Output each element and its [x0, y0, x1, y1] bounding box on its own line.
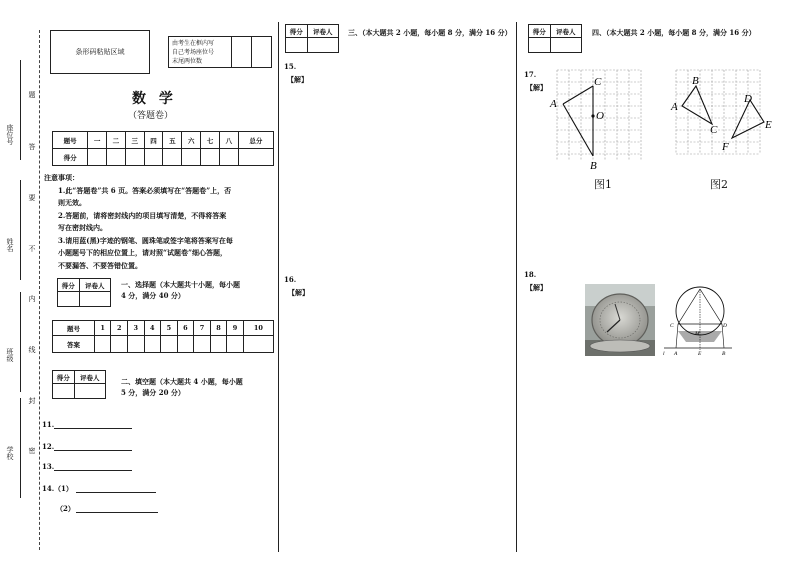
seat-id-box — [168, 36, 272, 68]
name-label: 姓名 — [6, 238, 14, 252]
section2-heading: 二、填空题（本大题共 4 小题，每小题 5 分，满分 20 分） — [121, 377, 243, 397]
q16-solution-label: 【解】 — [288, 288, 309, 297]
q15-number: 15. — [284, 62, 297, 71]
seal-line — [39, 30, 40, 550]
column-divider — [516, 22, 517, 552]
seal-char: 题 — [28, 91, 36, 98]
barcode-area — [50, 30, 150, 74]
fig1-label-o: O — [596, 110, 604, 122]
q11-answer-line[interactable] — [54, 420, 132, 429]
q14-part1-label: （1） — [54, 484, 73, 493]
seal-char: 线 — [28, 346, 36, 353]
fig1-point-o — [591, 114, 594, 117]
q12-number: 12. — [42, 442, 55, 451]
section4-heading: 四、（本大题共 2 小题，每小题 8 分，满分 16 分） — [592, 28, 756, 37]
fig18-label-m: M — [695, 331, 700, 337]
page-title: 数 学 — [132, 91, 177, 107]
q16-answer-area[interactable] — [284, 300, 510, 540]
seal-char: 答 — [28, 143, 36, 150]
circle-construction-diagram — [662, 282, 734, 358]
section3-heading: 三、（本大题共 2 小题，每小题 8 分，满分 16 分） — [348, 28, 512, 37]
q12-answer-line[interactable] — [54, 442, 132, 451]
fig2-label-e: E — [765, 119, 772, 131]
fig2-label-a: A — [671, 101, 678, 113]
q15-answer-area[interactable] — [284, 86, 510, 266]
column-divider — [278, 22, 279, 552]
seal-char: 封 — [28, 397, 36, 404]
fig1-label-a: A — [550, 98, 557, 110]
grader-box: 得分 评卷人 — [57, 278, 111, 307]
fig18-label-c: C — [670, 323, 674, 329]
seat-number-line — [20, 60, 21, 160]
figure1-caption: 图1 — [594, 178, 612, 191]
sundial-photo — [585, 284, 655, 356]
q18-answer-area[interactable] — [524, 362, 782, 542]
fig1-label-b: B — [590, 160, 597, 172]
figure1-grid-diagram — [545, 64, 653, 176]
section1-heading: 一、选择题（本大题共十小题，每小题 4 分，满分 40 分） — [121, 280, 240, 300]
q18-number: 18. — [524, 270, 537, 279]
q17-solution-label: 【解】 — [526, 83, 547, 92]
name-line — [20, 180, 21, 280]
q14-number: 14. — [42, 484, 55, 493]
q14-part2-line[interactable] — [76, 504, 158, 513]
figure2-grid-diagram — [668, 64, 780, 164]
class-label: 班级 — [6, 348, 14, 362]
fig1-label-c: C — [594, 76, 602, 88]
q11-number: 11. — [42, 420, 55, 429]
fig18-label-a: A — [674, 351, 678, 357]
q18-solution-label: 【解】 — [526, 283, 547, 292]
q13-number: 13. — [42, 462, 55, 471]
fig18-label-b: B — [722, 351, 726, 357]
page-subtitle: （答题卷） — [128, 111, 174, 121]
seal-char: 不 — [28, 245, 36, 252]
seal-char: 内 — [28, 295, 36, 302]
fig2-label-b: B — [692, 75, 699, 87]
notice-block: 注意事项： 1.此“答题卷”共 6 页。答案必须填写在“答题卷”上，否 则无效。 2.答题前，请将密封线内的项目填写清楚，不得将答案 写在密封线内。 3.请用蓝(黑)字迹的钢笔、圆珠笔或签字笔将答案写在每 小题题号下的相应位置上，请对照“试题卷”细心答题， 不要漏答、不要答错位置。 — [44, 173, 233, 270]
fig18-label-e: E — [698, 351, 702, 357]
class-line — [20, 292, 21, 392]
q14-part1-line[interactable] — [76, 484, 156, 493]
fig2-triangle-abc — [682, 86, 712, 124]
grader-box: 得分 评卷人 — [528, 24, 582, 53]
fig18-label-d: D — [723, 323, 727, 329]
q17-number: 17. — [524, 70, 537, 79]
seat-number-label: 座位号 — [6, 124, 14, 145]
grader-box: 得分 评卷人 — [52, 370, 106, 399]
q14-part2-label: （2） — [56, 504, 75, 513]
q17-answer-area[interactable] — [524, 196, 782, 262]
fig2-label-f: F — [722, 141, 729, 153]
school-label: 学校 — [6, 446, 14, 460]
seal-char: 密 — [28, 447, 36, 454]
fig18-label-l: l — [663, 351, 665, 357]
grader-box: 得分 评卷人 — [285, 24, 339, 53]
mc-answer-table: 题号 1 2 3 4 5 6 7 8 9 10 答案 — [52, 320, 274, 353]
q15-solution-label: 【解】 — [287, 75, 308, 84]
barcode-label: 条形码粘贴区域 — [75, 48, 125, 56]
seal-char: 要 — [28, 194, 36, 201]
fig2-label-c: C — [710, 124, 718, 136]
fig1-segment-ca — [563, 86, 593, 104]
figure2-caption: 图2 — [710, 178, 728, 191]
q13-answer-line[interactable] — [54, 462, 132, 471]
school-line — [20, 398, 21, 498]
fig2-label-d: D — [744, 93, 752, 105]
seat-id-note: 由考生在框内写 自己考场座位号 末尾两位数 — [172, 40, 215, 65]
score-table: 题号 一 二 三 四 五 六 七 八 总分 得分 — [52, 131, 274, 166]
q16-number: 16. — [284, 275, 297, 284]
